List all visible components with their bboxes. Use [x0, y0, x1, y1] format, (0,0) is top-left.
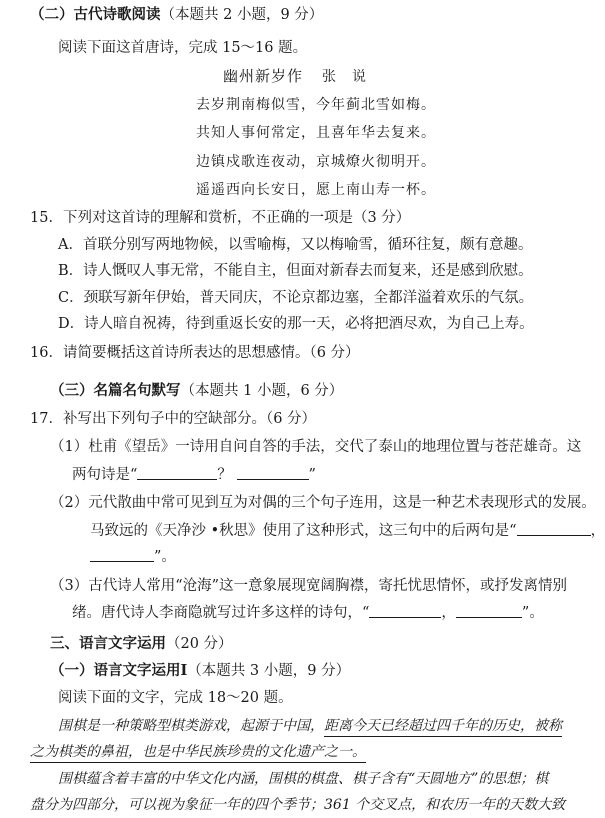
section-two-instruction: 阅读下面这首唐诗，完成 15～16 题。	[58, 40, 308, 56]
subsection-one-heading: （一）语言文字运用Ⅰ（本题共 3 小题，9 分）	[50, 662, 351, 679]
question-15-option-c: C．颈联写新年伊始，普天同庆，不论京都边塞，全都洋溢着欢乐的气氛。	[58, 290, 534, 306]
question-17-item-1-line-2: 两句诗是“ ？ ”	[72, 467, 316, 483]
passage-line-2	[30, 745, 366, 759]
question-17-item-3-line-1: （3）古代诗人常用“沧海”这一意象展现宽阔胸襟，寄托忧思情怀，或抒发离情别	[50, 578, 568, 594]
passage-line-4: 盘分为四部分，可以视为象征一年的四个季节；361 个交叉点，和农历一年的天数大致	[30, 797, 566, 813]
answer-blank[interactable]	[137, 467, 217, 480]
poem-line: 去岁荆南梅似雪，今年蓟北雪如梅。	[196, 97, 436, 113]
poem-line: 共知人事何常定，且喜年华去复来。	[196, 125, 436, 141]
poem-line: 遥遥西向长安日，愿上南山寿一杯。	[196, 182, 436, 198]
question-17-item-2-line-1: （2）元代散曲中常可见到互为对偶的三个句子连用，这是一种艺术表现形式的发展。	[50, 495, 596, 511]
question-17-item-1-line-1: （1）杜甫《望岳》一诗用自问自答的手法，交代了泰山的地理位置与苍茫雄奇。这	[50, 439, 582, 455]
question-17-stem: 17．补写出下列句子中的空缺部分。（6 分）	[30, 411, 317, 427]
question-17-item-3-line-2: 绪。唐代诗人李商隐就写过许多这样的诗句，“ ， ”。	[72, 605, 544, 621]
underlined-sentence: 距离今天已经超过四千年的历史，被称	[324, 718, 562, 737]
subsection-one-instruction: 阅读下面的文字，完成 18～20 题。	[58, 690, 293, 706]
question-15-option-b: B．诗人慨叹人事无常，不能自主，但面对新春去而复来，还是感到欣慰。	[58, 263, 533, 279]
question-15-option-a: A．首联分别写两地物候，以雪喻梅，又以梅喻雪，循环往复，颇有意趣。	[58, 237, 533, 253]
question-17-item-2-line-2: 马致远的《天净沙 •秋思》使用了这种形式，这三句中的后两句是“ ，	[90, 523, 605, 539]
answer-blank[interactable]	[369, 605, 441, 618]
underlined-sentence: 之为棋类的鼻祖，也是中华民族珍贵的文化遗产之一。	[30, 744, 366, 763]
answer-blank[interactable]	[456, 605, 522, 618]
question-15-option-d: D．诗人暗自祝祷，待到重返长安的那一天，必将把酒尽欢，为自己上寿。	[58, 316, 534, 332]
section-three-heading: （三）名篇名句默写（本题共 1 小题，6 分）	[50, 382, 344, 399]
section-two-heading: （二）古代诗歌阅读（本题共 2 小题，9 分）	[30, 6, 324, 23]
answer-blank[interactable]	[237, 467, 309, 480]
passage-line-3: 围棋蕴含着丰富的中华文化内涵，围棋的棋盘、棋子含有“天圆地方”的思想；棋	[58, 771, 549, 787]
part-three-heading: 三、语言文字运用（20 分）	[50, 635, 233, 652]
poem-author: 张 说	[322, 69, 367, 85]
question-16-stem: 16．请简要概括这首诗所表达的思想感情。（6 分）	[30, 345, 360, 361]
passage-line-1: 围棋是一种策略型棋类游戏，起源于中国，距离今天已经超过四千年的历史，被称	[58, 719, 562, 733]
poem-title: 幽州新岁作	[223, 67, 304, 85]
answer-blank[interactable]	[90, 549, 154, 562]
answer-blank[interactable]	[517, 523, 591, 536]
question-17-item-2-line-3: ”。	[90, 549, 176, 565]
question-15-stem: 15．下列对这首诗的理解和赏析，不正确的一项是（3 分）	[30, 210, 411, 226]
poem-line: 边镇戍歌连夜动，京城燎火彻明开。	[196, 154, 436, 170]
